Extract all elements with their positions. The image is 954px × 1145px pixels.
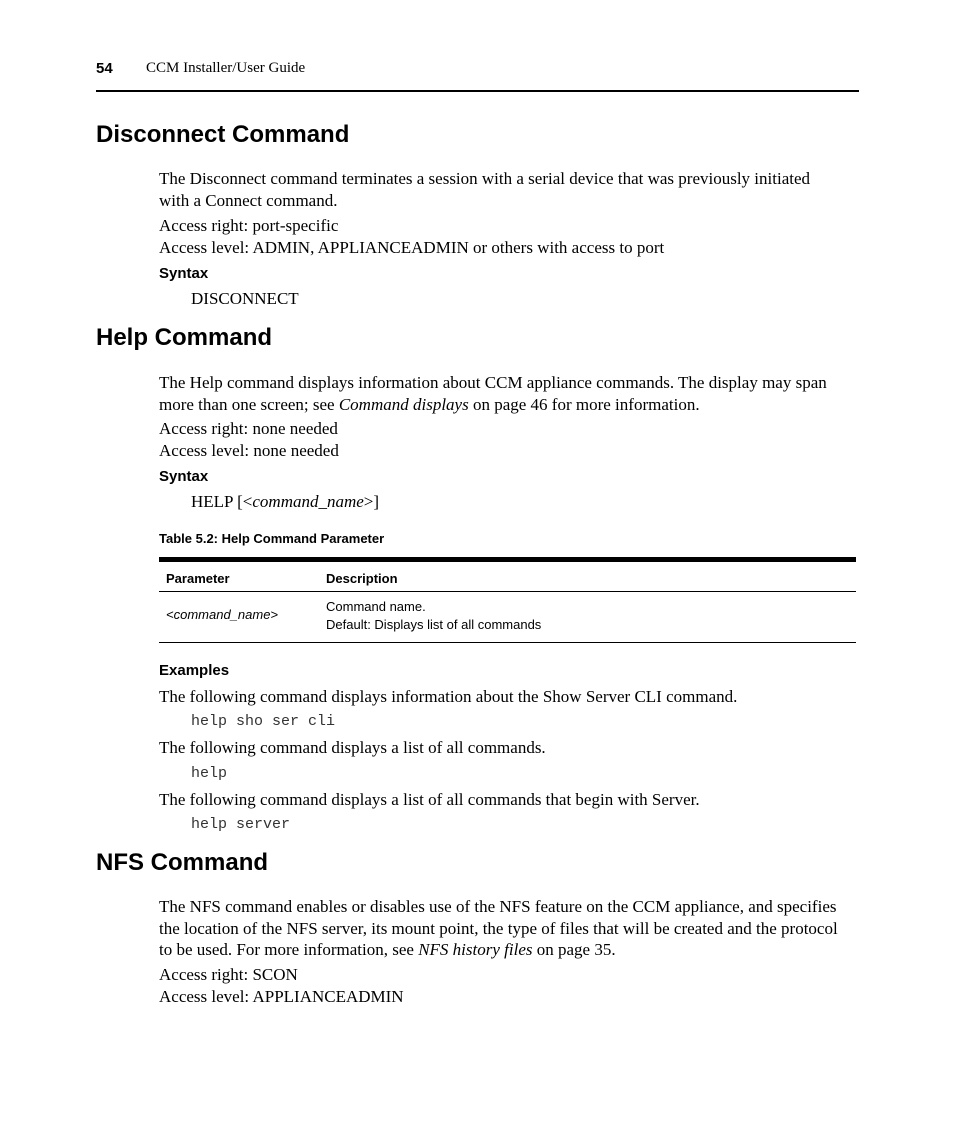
access-level: Access level: ADMIN, APPLIANCEADMIN or others with access to port (159, 237, 665, 257)
table-caption: Table 5.2: Help Command Parameter (159, 531, 385, 546)
example-code: help server (191, 816, 291, 833)
help-access (159, 418, 859, 461)
access-level: Access level: APPLIANCEADMIN (159, 986, 404, 1006)
examples-label: Examples (159, 662, 230, 679)
syntax-label: Syntax (159, 265, 209, 282)
syntax-label: Syntax (159, 468, 209, 485)
help-parameter-table (159, 557, 856, 643)
example-text: The following command displays information about the Show Server CLI command. (159, 687, 738, 706)
disconnect-syntax: DISCONNECT (191, 289, 299, 308)
access-level: Access level: none needed (159, 440, 339, 460)
param-command-name: <command_name> (166, 607, 279, 622)
disconnect-heading: Disconnect Command (96, 121, 350, 148)
disconnect-description: The Disconnect command terminates a session with a serial device that was previously initiated with a Connect command. (159, 169, 811, 210)
nfs-access (159, 964, 859, 1007)
example-code: help (191, 765, 228, 782)
page-header (96, 58, 859, 92)
example-text: The following command displays a list of all commands that begin with Server. (159, 790, 700, 809)
page-number: 54 (96, 60, 113, 77)
help-syntax: HELP [<command_name>] (191, 492, 380, 511)
help-heading: Help Command (96, 324, 273, 351)
help-description: The Help command displays information about CCM appliance commands. The display may span more than one screen; see Command displays on page 46 for more information. (159, 373, 827, 414)
param-description: Command name. Default: Displays list of all commands (326, 599, 542, 632)
example-code: help sho ser cli (191, 713, 336, 730)
header-description: Description (326, 571, 398, 586)
access-right: Access right: port-specific (159, 216, 339, 235)
table-row (159, 592, 856, 643)
header-parameter: Parameter (166, 571, 230, 586)
example-text: The following command displays a list of all commands. (159, 738, 546, 757)
nfs-history-files-link[interactable]: NFS history files (418, 940, 533, 959)
command-displays-link[interactable]: Command displays (338, 394, 469, 414)
table-header-row (159, 562, 856, 592)
nfs-heading: NFS Command (96, 849, 269, 876)
nfs-description: The NFS command enables or disables use of the NFS feature on the CCM appliance, and specifies the location of the NFS server, its mount point, the type of files that will be created and the protocol to be used. For more information, see NFS history files on page 35. (159, 897, 838, 959)
access-right: Access right: none needed (159, 419, 338, 438)
disconnect-access (159, 215, 859, 258)
access-right: Access right: SCON (159, 965, 298, 984)
guide-title: CCM Installer/User Guide (146, 60, 306, 76)
